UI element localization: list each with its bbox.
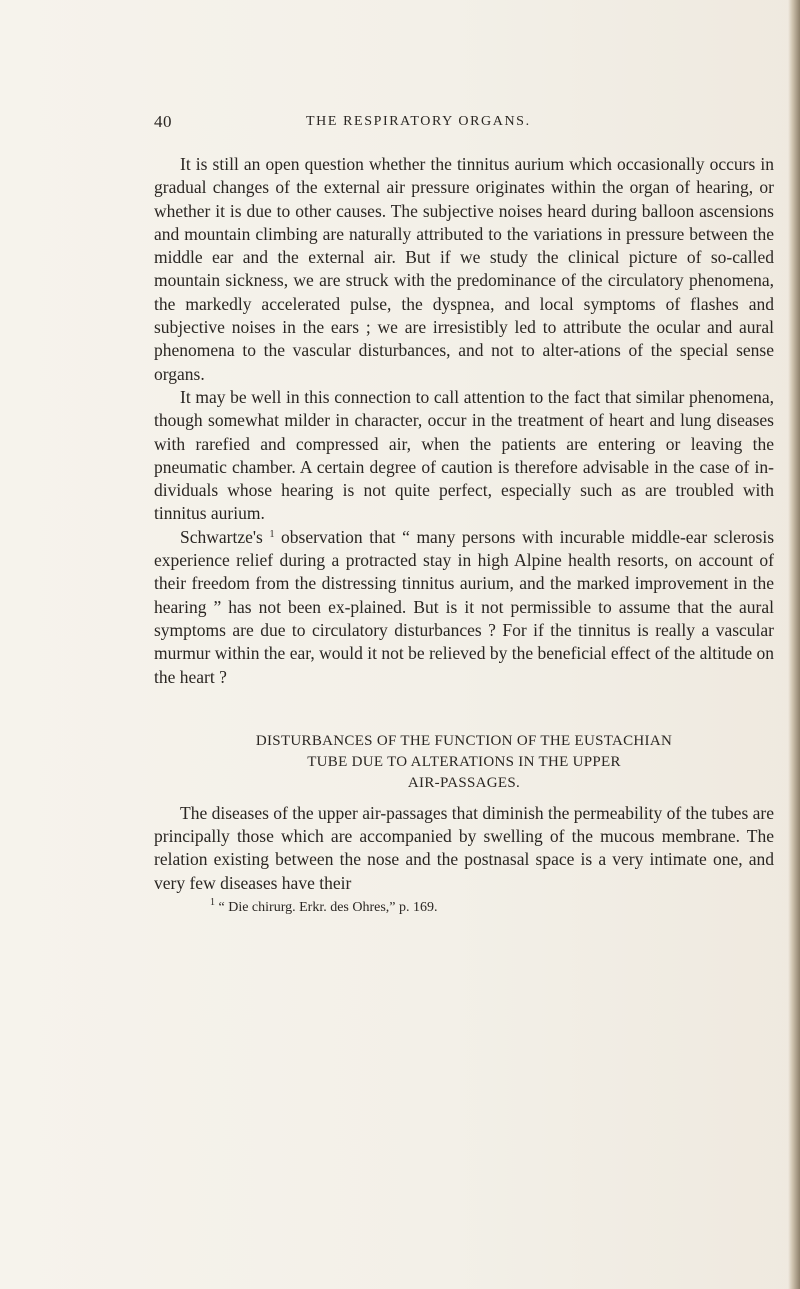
section-paragraph: The diseases of the upper air-passages that diminish the permeability of the tubes are principally those which are accompanied by swelling of the mucous membrane. The relation existing between the nose and the postnasal space is a very intimate one, and very few diseases have their — [154, 802, 774, 893]
footnote-marker: 1 — [210, 897, 215, 909]
section-heading-line-1: DISTURBANCES OF THE FUNCTION OF THE EUSTACHIAN — [255, 732, 673, 749]
section-heading — [154, 731, 774, 794]
section-heading-line-3: AIR-PASSAGES. — [407, 774, 521, 791]
paragraph-3-lead: Schwartze's — [180, 526, 263, 547]
page-edge-shadow — [788, 0, 800, 1289]
footnote-text: “ Die chirurg. Erkr. des Ohres,” p. 169. — [218, 900, 438, 916]
running-head-title: THE RESPIRATORY ORGANS. — [306, 114, 531, 129]
footnote — [154, 899, 774, 917]
paragraph-1: It is still an open question whether the tinnitus aurium which occasionally occurs in gradual changes of the external air pressure originates within the organ of hearing, or whether it is due to other causes. The subjective noises heard during balloon ascensions and mountain climbing are naturally attributed to the variations in pressure between the middle ear and the external air. But if we study the clinical picture of so-called mountain sickness, we are struck with the predominance of the circulatory phenomena, the markedly accelerated pulse, the dyspnea, and local symptoms of flashes and subjective noises in the ears ; we are irresistibly led to attribute the ocular and aural phenomena to the vascular disturbances, and not to alter-ations of the special sense organs. — [154, 154, 774, 384]
paragraph-3-body: observation that “ many persons with incurable middle-ear sclerosis experience relief during a protracted stay in high Alpine health resorts, on account of their freedom from the distressing tinnitus aurium, and the marked improvement in the hearing ” has not been ex-plained. But is it not permissible to assume that the aural symptoms are due to circulatory disturbances ? For if the tinnitus is really a vascular murmur within the ear, would it not be relieved by the beneficial effect of the altitude on the heart ? — [154, 526, 775, 687]
paragraph-2: It may be well in this connection to call attention to the fact that similar phenomena, though somewhat milder in character, occur in the treatment of heart and lung diseases with rarefied and compressed air, when the patients are entering or leaving the pneumatic chamber. A certain degree of caution is therefore advisable in the case of in-dividuals whose hearing is not quite perfect, especially such as are troubled with tinnitus aurium. — [154, 386, 774, 524]
paragraph-3 — [154, 526, 774, 689]
section-heading-line-2: TUBE DUE TO ALTERATIONS IN THE UPPER — [307, 753, 621, 770]
page-body — [154, 153, 774, 917]
running-header — [154, 112, 774, 136]
footnote-reference: 1 — [269, 528, 275, 540]
page-number: 40 — [154, 112, 172, 131]
